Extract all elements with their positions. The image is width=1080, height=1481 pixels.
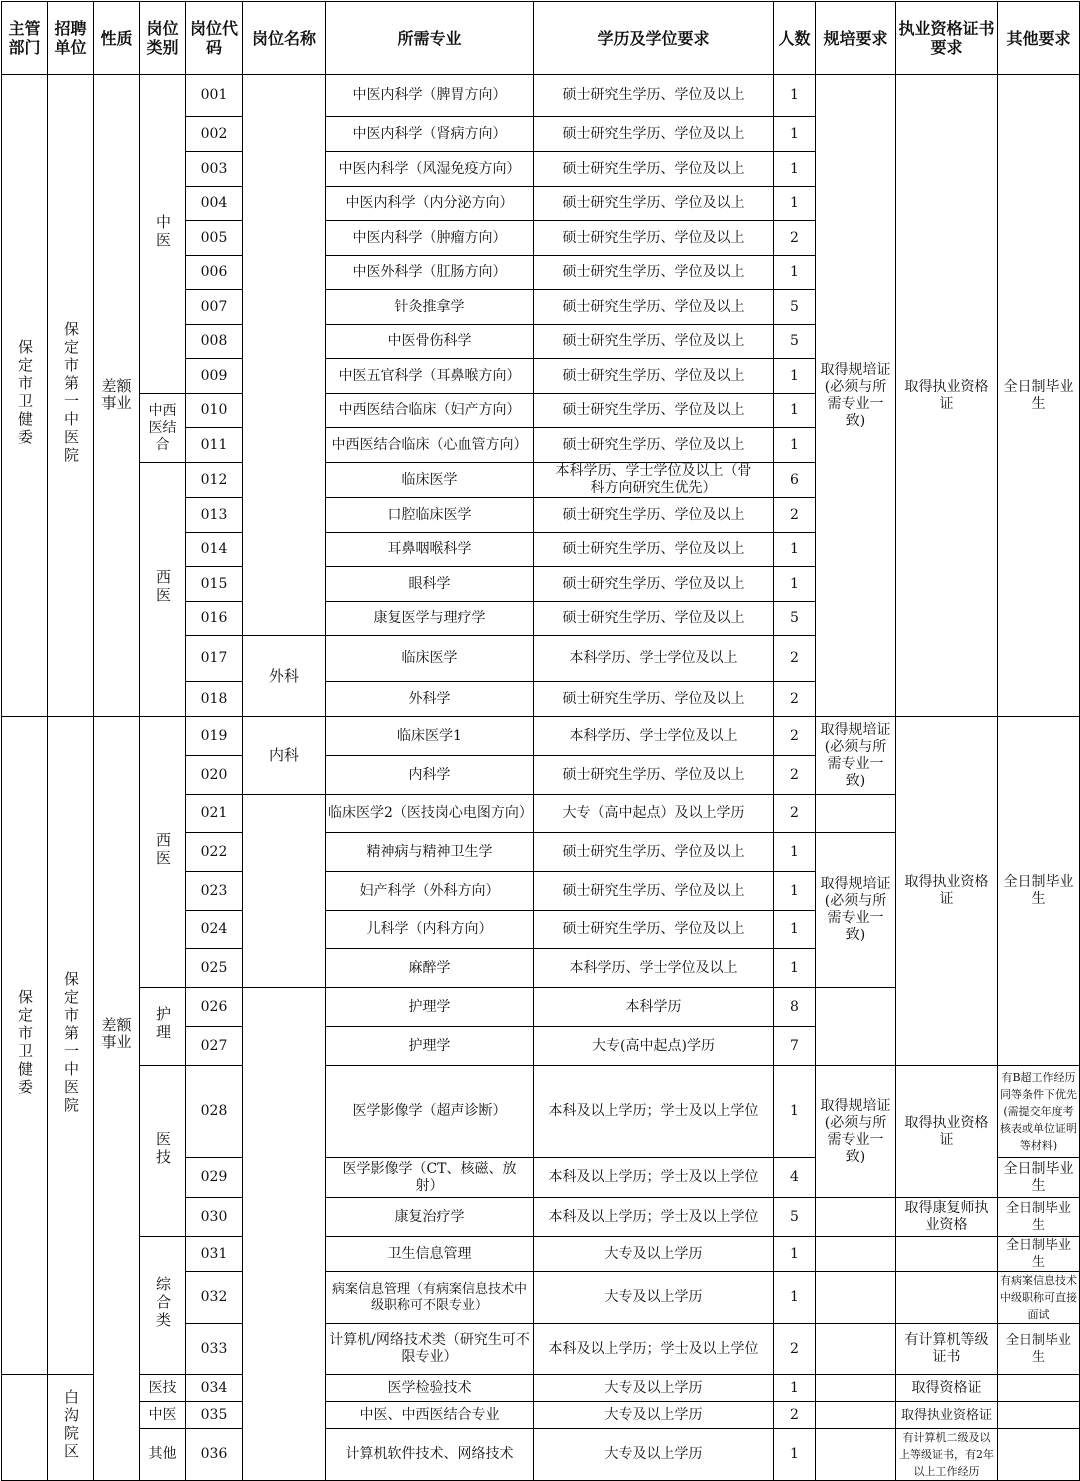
table-row bbox=[2, 1066, 1080, 1158]
other-text: 全日制毕业生 bbox=[1003, 378, 1074, 412]
header-unit: 招聘单位 bbox=[48, 2, 94, 75]
category-cell bbox=[140, 717, 186, 988]
code-cell: 033 bbox=[186, 1324, 243, 1375]
count-cell: 1 bbox=[774, 1375, 816, 1402]
major-cell: 内科学 bbox=[326, 756, 534, 795]
major-cell: 中医内科学（肾病方向） bbox=[326, 117, 534, 152]
other-cell bbox=[998, 1272, 1080, 1324]
count-cell: 1 bbox=[774, 911, 816, 949]
header-train: 规培要求 bbox=[816, 2, 896, 75]
major-cell: 康复医学与理疗学 bbox=[326, 602, 534, 636]
major-cell: 临床医学2（医技岗心电图方向） bbox=[326, 795, 534, 833]
count-cell: 1 bbox=[774, 256, 816, 290]
cert-cell: 取得资格证 bbox=[896, 1375, 998, 1402]
unit-label: 保定市第一中医院 bbox=[62, 971, 80, 1115]
count-cell: 5 bbox=[774, 1198, 816, 1237]
other-cell bbox=[998, 75, 1080, 717]
code-cell: 014 bbox=[186, 533, 243, 567]
table-row bbox=[2, 1402, 1080, 1429]
category-label: 西医 bbox=[154, 831, 172, 868]
train-cell bbox=[816, 1429, 896, 1481]
code-cell: 006 bbox=[186, 256, 243, 290]
code-cell: 032 bbox=[186, 1272, 243, 1324]
other-cell bbox=[998, 1375, 1080, 1402]
count-cell: 1 bbox=[774, 428, 816, 463]
code-cell: 018 bbox=[186, 682, 243, 717]
count-cell: 1 bbox=[774, 567, 816, 602]
count-cell: 1 bbox=[774, 359, 816, 394]
edu-cell: 硕士研究生学历、学位及以上 bbox=[534, 533, 774, 567]
code-cell: 022 bbox=[186, 833, 243, 872]
edu-cell: 本科学历、学士学位及以上（骨科方向研究生优先） bbox=[534, 463, 774, 498]
name-cell bbox=[243, 988, 326, 1481]
count-cell: 6 bbox=[774, 463, 816, 498]
category-cell bbox=[140, 988, 186, 1066]
unit-label: 保定市第一中医院 bbox=[62, 321, 80, 465]
edu-cell: 硕士研究生学历、学位及以上 bbox=[534, 872, 774, 911]
unit-cell bbox=[48, 1375, 94, 1481]
count-cell: 4 bbox=[774, 1158, 816, 1198]
code-cell: 009 bbox=[186, 359, 243, 394]
cert-cell bbox=[896, 1324, 998, 1375]
count-cell: 1 bbox=[774, 872, 816, 911]
table-row bbox=[2, 1237, 1080, 1272]
edu-cell: 硕士研究生学历、学位及以上 bbox=[534, 359, 774, 394]
name-cell: 内科 bbox=[243, 717, 326, 795]
unit-label: 白沟院区 bbox=[62, 1389, 80, 1461]
count-cell: 7 bbox=[774, 1027, 816, 1066]
train-cell bbox=[816, 75, 896, 717]
major-cell: 妇产科学（外科方向） bbox=[326, 872, 534, 911]
edu-cell: 硕士研究生学历、学位及以上 bbox=[534, 602, 774, 636]
code-cell: 012 bbox=[186, 463, 243, 498]
name-cell bbox=[243, 795, 326, 988]
category-label: 中医 bbox=[154, 213, 172, 250]
other-cell bbox=[998, 1158, 1080, 1198]
count-cell: 1 bbox=[774, 949, 816, 988]
code-cell: 028 bbox=[186, 1066, 243, 1158]
count-cell: 1 bbox=[774, 1429, 816, 1481]
count-cell: 2 bbox=[774, 682, 816, 717]
edu-cell: 大专(高中起点)学历 bbox=[534, 1027, 774, 1066]
code-cell: 030 bbox=[186, 1198, 243, 1237]
code-cell: 015 bbox=[186, 567, 243, 602]
major-cell: 中西医结合临床（妇产方向） bbox=[326, 394, 534, 428]
header-nature: 性质 bbox=[94, 2, 140, 75]
train-cell bbox=[816, 833, 896, 988]
count-cell: 1 bbox=[774, 833, 816, 872]
category-label: 医技 bbox=[154, 1130, 172, 1167]
train-cell bbox=[816, 1066, 896, 1198]
code-cell: 031 bbox=[186, 1237, 243, 1272]
major-cell: 康复治疗学 bbox=[326, 1198, 534, 1237]
major-cell: 医学影像学（CT、核磁、放射） bbox=[326, 1158, 534, 1198]
header-edu: 学历及学位要求 bbox=[534, 2, 774, 75]
code-cell: 026 bbox=[186, 988, 243, 1027]
major-cell: 中医内科学（肿瘤方向） bbox=[326, 221, 534, 256]
train-cell bbox=[816, 795, 896, 833]
count-cell: 5 bbox=[774, 290, 816, 325]
code-cell: 013 bbox=[186, 498, 243, 533]
major-cell: 卫生信息管理 bbox=[326, 1237, 534, 1272]
header-other: 其他要求 bbox=[998, 2, 1080, 75]
dept-cell bbox=[2, 717, 48, 1375]
major-cell: 中医外科学（肛肠方向） bbox=[326, 256, 534, 290]
other-cell bbox=[998, 1429, 1080, 1481]
code-cell: 025 bbox=[186, 949, 243, 988]
train-text: 取得规培证(必须与所需专业一致) bbox=[820, 361, 891, 429]
edu-cell: 大专及以上学历 bbox=[534, 1429, 774, 1481]
code-cell: 019 bbox=[186, 717, 243, 756]
edu-cell: 大专及以上学历 bbox=[534, 1272, 774, 1324]
train-cell bbox=[816, 1272, 896, 1324]
major-cell: 外科学 bbox=[326, 682, 534, 717]
code-cell: 017 bbox=[186, 636, 243, 682]
train-text: 取得规培证(必须与所需专业一致) bbox=[820, 1097, 891, 1165]
category-cell bbox=[140, 394, 186, 463]
major-cell: 临床医学1 bbox=[326, 717, 534, 756]
count-cell: 5 bbox=[774, 602, 816, 636]
major-cell: 儿科学（内科方向） bbox=[326, 911, 534, 949]
other-cell bbox=[998, 1402, 1080, 1429]
header-dept: 主管部门 bbox=[2, 2, 48, 75]
other-text: 有B超工作经历同等条件下优先(需提交年度考核表或单位证明等材料) bbox=[1000, 1071, 1077, 1152]
table-row bbox=[2, 1375, 1080, 1402]
major-cell: 中医骨伤科学 bbox=[326, 325, 534, 359]
count-cell: 8 bbox=[774, 988, 816, 1027]
table-row bbox=[2, 1429, 1080, 1481]
major-cell: 计算机软件技术、网络技术 bbox=[326, 1429, 534, 1481]
cert-cell bbox=[896, 1272, 998, 1324]
major-cell: 针灸推拿学 bbox=[326, 290, 534, 325]
edu-cell: 大专及以上学历 bbox=[534, 1375, 774, 1402]
unit-cell bbox=[48, 717, 94, 1375]
category-cell bbox=[140, 75, 186, 394]
header-category: 岗位类别 bbox=[140, 2, 186, 75]
recruitment-table bbox=[1, 1, 1080, 1481]
train-cell bbox=[816, 1375, 896, 1402]
cert-cell bbox=[896, 1429, 998, 1481]
major-cell: 中医、中西医结合专业 bbox=[326, 1402, 534, 1429]
count-cell: 1 bbox=[774, 1066, 816, 1158]
train-cell bbox=[816, 1324, 896, 1375]
code-cell: 029 bbox=[186, 1158, 243, 1198]
dept-cell bbox=[2, 1375, 48, 1481]
count-cell: 2 bbox=[774, 1402, 816, 1429]
code-cell: 035 bbox=[186, 1402, 243, 1429]
edu-cell: 硕士研究生学历、学位及以上 bbox=[534, 221, 774, 256]
cert-cell bbox=[896, 1237, 998, 1272]
cert-text: 取得执业资格证 bbox=[904, 1114, 989, 1148]
train-text: 取得规培证(必须与所需专业一致) bbox=[820, 876, 891, 943]
code-cell: 023 bbox=[186, 872, 243, 911]
count-cell: 2 bbox=[774, 717, 816, 756]
major-cell: 中医内科学（脾胃方向） bbox=[326, 75, 534, 117]
count-cell: 1 bbox=[774, 152, 816, 187]
nature-label: 差额事业 bbox=[101, 1016, 132, 1051]
name-cell bbox=[243, 75, 326, 636]
edu-cell: 本科学历、学士学位及以上 bbox=[534, 717, 774, 756]
category-label: 护理 bbox=[154, 1006, 172, 1042]
other-text: 全日制毕业生 bbox=[1003, 874, 1074, 907]
count-cell: 2 bbox=[774, 795, 816, 833]
major-cell: 护理学 bbox=[326, 988, 534, 1027]
edu-cell: 本科及以上学历；学士及以上学位 bbox=[534, 1158, 774, 1198]
table-row bbox=[2, 75, 1080, 117]
edu-cell: 硕士研究生学历、学位及以上 bbox=[534, 290, 774, 325]
major-cell: 医学影像学（超声诊断） bbox=[326, 1066, 534, 1158]
code-cell: 005 bbox=[186, 221, 243, 256]
edu-cell: 本科及以上学历；学士及以上学位 bbox=[534, 1324, 774, 1375]
count-cell: 2 bbox=[774, 498, 816, 533]
code-cell: 016 bbox=[186, 602, 243, 636]
code-cell: 021 bbox=[186, 795, 243, 833]
code-cell: 001 bbox=[186, 75, 243, 117]
category-label: 西医 bbox=[154, 569, 172, 605]
major-cell: 口腔临床医学 bbox=[326, 498, 534, 533]
code-cell: 007 bbox=[186, 290, 243, 325]
edu-cell: 硕士研究生学历、学位及以上 bbox=[534, 117, 774, 152]
category-label: 中西医结合 bbox=[148, 402, 177, 453]
train-cell bbox=[816, 1198, 896, 1237]
code-cell: 002 bbox=[186, 117, 243, 152]
other-cell bbox=[998, 1066, 1080, 1158]
header-row bbox=[2, 2, 1080, 75]
major-cell: 耳鼻咽喉科学 bbox=[326, 533, 534, 567]
nature-cell bbox=[94, 75, 140, 717]
other-text: 有病案信息技术中级职称可直接面试 bbox=[1000, 1274, 1077, 1321]
code-cell: 011 bbox=[186, 428, 243, 463]
major-cell: 中医内科学（内分泌方向） bbox=[326, 187, 534, 221]
header-count: 人数 bbox=[774, 2, 816, 75]
header-name: 岗位名称 bbox=[243, 2, 326, 75]
edu-cell: 硕士研究生学历、学位及以上 bbox=[534, 567, 774, 602]
major-cell: 医学检验技术 bbox=[326, 1375, 534, 1402]
edu-cell: 硕士研究生学历、学位及以上 bbox=[534, 394, 774, 428]
header-major: 所需专业 bbox=[326, 2, 534, 75]
edu-cell: 硕士研究生学历、学位及以上 bbox=[534, 75, 774, 117]
dept-label: 保定市卫健委 bbox=[16, 989, 34, 1097]
major-cell: 病案信息管理（有病案信息技术中级职称可不限专业） bbox=[326, 1272, 534, 1324]
edu-cell: 大专及以上学历 bbox=[534, 1402, 774, 1429]
cert-cell bbox=[896, 1066, 998, 1198]
cert-text: 有计算机二级及以上等级证书，有2年以上工作经历 bbox=[899, 1431, 994, 1478]
edu-cell: 硕士研究生学历、学位及以上 bbox=[534, 911, 774, 949]
edu-cell: 硕士研究生学历、学位及以上 bbox=[534, 498, 774, 533]
other-cell: 全日制毕业生 bbox=[998, 1198, 1080, 1237]
cert-cell bbox=[896, 75, 998, 717]
count-cell: 2 bbox=[774, 1324, 816, 1375]
other-text: 全日制毕业生 bbox=[1003, 1160, 1074, 1194]
cert-cell: 取得执业资格证 bbox=[896, 1402, 998, 1429]
category-cell bbox=[140, 1066, 186, 1237]
nature-label: 差额事业 bbox=[101, 377, 132, 412]
edu-cell: 大专（高中起点）及以上学历 bbox=[534, 795, 774, 833]
code-cell: 008 bbox=[186, 325, 243, 359]
code-cell: 003 bbox=[186, 152, 243, 187]
count-cell: 1 bbox=[774, 75, 816, 117]
count-cell: 2 bbox=[774, 221, 816, 256]
edu-cell: 硕士研究生学历、学位及以上 bbox=[534, 187, 774, 221]
count-cell: 1 bbox=[774, 187, 816, 221]
count-cell: 5 bbox=[774, 325, 816, 359]
train-cell bbox=[816, 1237, 896, 1272]
category-cell: 医技 bbox=[140, 1375, 186, 1402]
cert-text: 取得执业资格证 bbox=[904, 874, 989, 907]
major-cell: 临床医学 bbox=[326, 636, 534, 682]
edu-cell: 本科学历、学士学位及以上 bbox=[534, 949, 774, 988]
header-cert: 执业资格证书要求 bbox=[896, 2, 998, 75]
name-cell: 外科 bbox=[243, 636, 326, 717]
major-cell: 计算机/网络技术类（研究生可不限专业） bbox=[326, 1324, 534, 1375]
edu-cell: 硕士研究生学历、学位及以上 bbox=[534, 428, 774, 463]
category-cell bbox=[140, 1237, 186, 1375]
code-cell: 004 bbox=[186, 187, 243, 221]
cert-cell bbox=[896, 1198, 998, 1237]
train-cell bbox=[816, 988, 896, 1066]
edu-cell: 本科学历 bbox=[534, 988, 774, 1027]
train-cell bbox=[816, 717, 896, 795]
count-cell: 1 bbox=[774, 117, 816, 152]
edu-cell: 本科学历、学士学位及以上 bbox=[534, 636, 774, 682]
other-cell: 全日制毕业生 bbox=[998, 1237, 1080, 1272]
category-label: 综合类 bbox=[154, 1276, 172, 1330]
dept-label: 保定市卫健委 bbox=[16, 339, 34, 447]
edu-cell: 本科及以上学历；学士及以上学位 bbox=[534, 1198, 774, 1237]
nature-cell bbox=[94, 717, 140, 1481]
dept-cell bbox=[2, 75, 48, 717]
count-cell: 1 bbox=[774, 1237, 816, 1272]
other-cell: 全日制毕业生 bbox=[998, 1324, 1080, 1375]
edu-cell: 本科及以上学历；学士及以上学位 bbox=[534, 1066, 774, 1158]
edu-cell: 硕士研究生学历、学位及以上 bbox=[534, 833, 774, 872]
edu-cell: 硕士研究生学历、学位及以上 bbox=[534, 325, 774, 359]
category-cell: 中医 bbox=[140, 1402, 186, 1429]
code-cell: 027 bbox=[186, 1027, 243, 1066]
edu-cell: 硕士研究生学历、学位及以上 bbox=[534, 256, 774, 290]
header-code: 岗位代码 bbox=[186, 2, 243, 75]
major-cell: 麻醉学 bbox=[326, 949, 534, 988]
major-cell: 中西医结合临床（心血管方向） bbox=[326, 428, 534, 463]
train-text: 取得规培证(必须与所需专业一致) bbox=[820, 721, 891, 789]
edu-cell: 硕士研究生学历、学位及以上 bbox=[534, 682, 774, 717]
major-cell: 精神病与精神卫生学 bbox=[326, 833, 534, 872]
unit-cell bbox=[48, 75, 94, 717]
cert-text: 取得执业资格证 bbox=[904, 378, 989, 412]
count-cell: 1 bbox=[774, 394, 816, 428]
cert-cell bbox=[896, 717, 998, 1066]
train-cell bbox=[816, 1402, 896, 1429]
major-cell: 中医内科学（风湿免疫方向） bbox=[326, 152, 534, 187]
code-cell: 034 bbox=[186, 1375, 243, 1402]
major-cell: 中医五官科学（耳鼻喉方向） bbox=[326, 359, 534, 394]
count-cell: 1 bbox=[774, 1272, 816, 1324]
count-cell: 2 bbox=[774, 756, 816, 795]
cert-text: 有计算机等级证书 bbox=[904, 1332, 989, 1365]
major-cell: 护理学 bbox=[326, 1027, 534, 1066]
edu-cell: 大专及以上学历 bbox=[534, 1237, 774, 1272]
major-cell: 临床医学 bbox=[326, 463, 534, 498]
other-cell bbox=[998, 717, 1080, 1066]
table-row bbox=[2, 717, 1080, 756]
major-cell: 眼科学 bbox=[326, 567, 534, 602]
code-cell: 020 bbox=[186, 756, 243, 795]
cert-text: 取得康复师执业资格 bbox=[904, 1200, 989, 1233]
edu-cell: 硕士研究生学历、学位及以上 bbox=[534, 152, 774, 187]
code-cell: 024 bbox=[186, 911, 243, 949]
code-cell: 010 bbox=[186, 394, 243, 428]
edu-cell: 硕士研究生学历、学位及以上 bbox=[534, 756, 774, 795]
code-cell: 036 bbox=[186, 1429, 243, 1481]
category-cell: 其他 bbox=[140, 1429, 186, 1481]
count-cell: 2 bbox=[774, 636, 816, 682]
count-cell: 1 bbox=[774, 533, 816, 567]
category-cell bbox=[140, 463, 186, 717]
